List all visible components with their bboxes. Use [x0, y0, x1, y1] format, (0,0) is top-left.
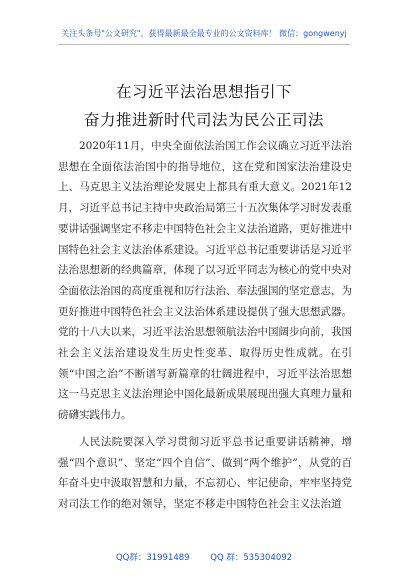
- body-paragraph-1: 2020年11月，中央全面依法治国工作会议确立习近平法治思想在全面依法治国中的指导地位，这在党和国家法治建设史上、马克思主义法治理论发展史上都具有重大意义。2021年12月，习近平总书记主持中央政治局第三十五次集体学习时发表重要讲话强调坚定不移走中国特色社会主义法治道路，更好推进中国特色社会主义法治体系建设。习近平总书记重要讲话是习近平法治思想新的经典篇章，体现了以习近平同志为核心的党中央对全面依法治国的高度重视和厉行法治、奉法强国的坚定意志，为更好推进中国特色社会主义法治体系建设提供了强大思想武器。党的十八大以来，习近平法治思想领航法治中国阔步向前，我国社会主义法治建设发生历史性变革、取得历史性成就。在引领“中国之治”不断谱写新篇章的壮阔进程中，习近平法治思想这一马克思主义法治理论中国化最新成果展现出强大真理力量和磅礴实践伟力。: [58, 140, 352, 422]
- footer-contact: [0, 551, 408, 563]
- body-paragraph-2: 人民法院要深入学习贯彻习近平总书记重要讲话精神，增强“四个意识”、坚定“四个自信”、做到“两个维护”，从党的百年奋斗史中汲取智慧和力量，不忘初心、牢记使命，牢牢坚持党对司法工作的绝对领导，坚定不移走中国特色社会主义法治道: [58, 436, 352, 511]
- document-title-line-1: 在习近平法治思想指引下: [115, 83, 292, 101]
- footer-qq-group-1: QQ群：31991489: [115, 553, 190, 563]
- footer-qq-group-2: QQ 群：535304092: [210, 553, 293, 563]
- document-title-line-2: 奋力推进新时代司法为民公正司法: [83, 111, 324, 129]
- header-banner: 关注头条号"公文研究"，获得最新最全最专业的公文资料库！ 微信：gongwenyj: [61, 29, 347, 38]
- header-divider: [58, 44, 350, 45]
